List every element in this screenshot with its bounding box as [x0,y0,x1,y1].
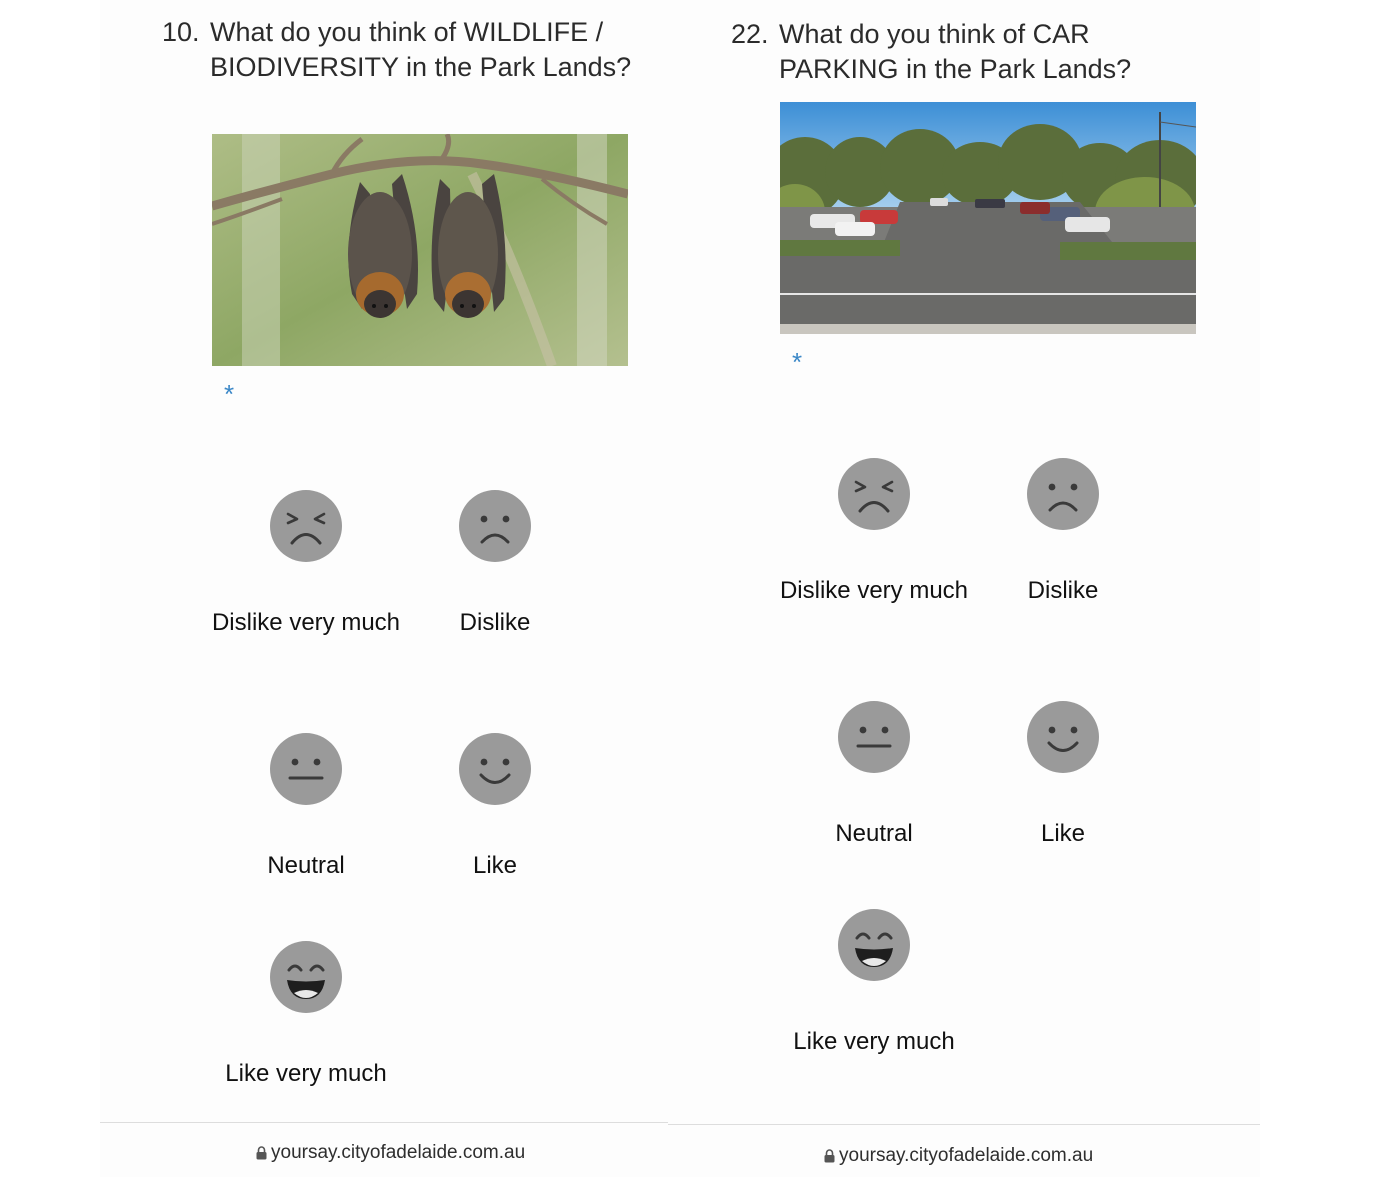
option-label: Dislike [459,609,531,636]
option-label: Like very much [793,1028,955,1055]
url-text: yoursay.cityofadelaide.com.au [839,1145,1094,1166]
required-asterisk: * [792,347,803,377]
address-bar-url[interactable] [256,1142,525,1164]
option-label: Dislike very much [779,577,969,604]
very-sad-face-icon [270,490,342,562]
laughing-face-icon [838,909,910,981]
option-label: Like very much [225,1060,387,1087]
bats-photo [212,134,628,366]
required-asterisk: * [224,379,235,409]
survey-panel-wildlife [100,0,668,1177]
question-number: 10. [162,17,200,47]
lock-icon [824,1149,835,1163]
smile-face-icon [1027,701,1099,773]
neutral-face-icon [838,701,910,773]
sad-face-icon [459,490,531,562]
option-label: Neutral [835,820,913,847]
neutral-face-icon [270,733,342,805]
laughing-face-icon [270,941,342,1013]
question-text: What do you think of WILDLIFE / BIODIVERSITY in the Park Lands? [210,17,632,82]
option-label: Neutral [267,852,345,879]
url-text: yoursay.cityofadelaide.com.au [271,1142,526,1163]
footer-divider [100,1122,668,1123]
question-heading [731,17,1179,87]
survey-panel-car-parking [668,0,1260,1177]
question-number: 22. [731,19,769,49]
footer-divider [668,1124,1260,1125]
car-park-photo [780,102,1196,334]
address-bar-url[interactable] [824,1145,1093,1167]
lock-icon [256,1146,267,1160]
option-label: Dislike [1027,577,1099,604]
option-label: Like [472,852,518,879]
option-label: Dislike very much [211,609,401,636]
question-text: What do you think of CAR PARKING in the Park Lands? [779,19,1132,84]
very-sad-face-icon [838,458,910,530]
option-label: Like [1040,820,1086,847]
question-heading [162,15,640,85]
sad-face-icon [1027,458,1099,530]
smile-face-icon [459,733,531,805]
